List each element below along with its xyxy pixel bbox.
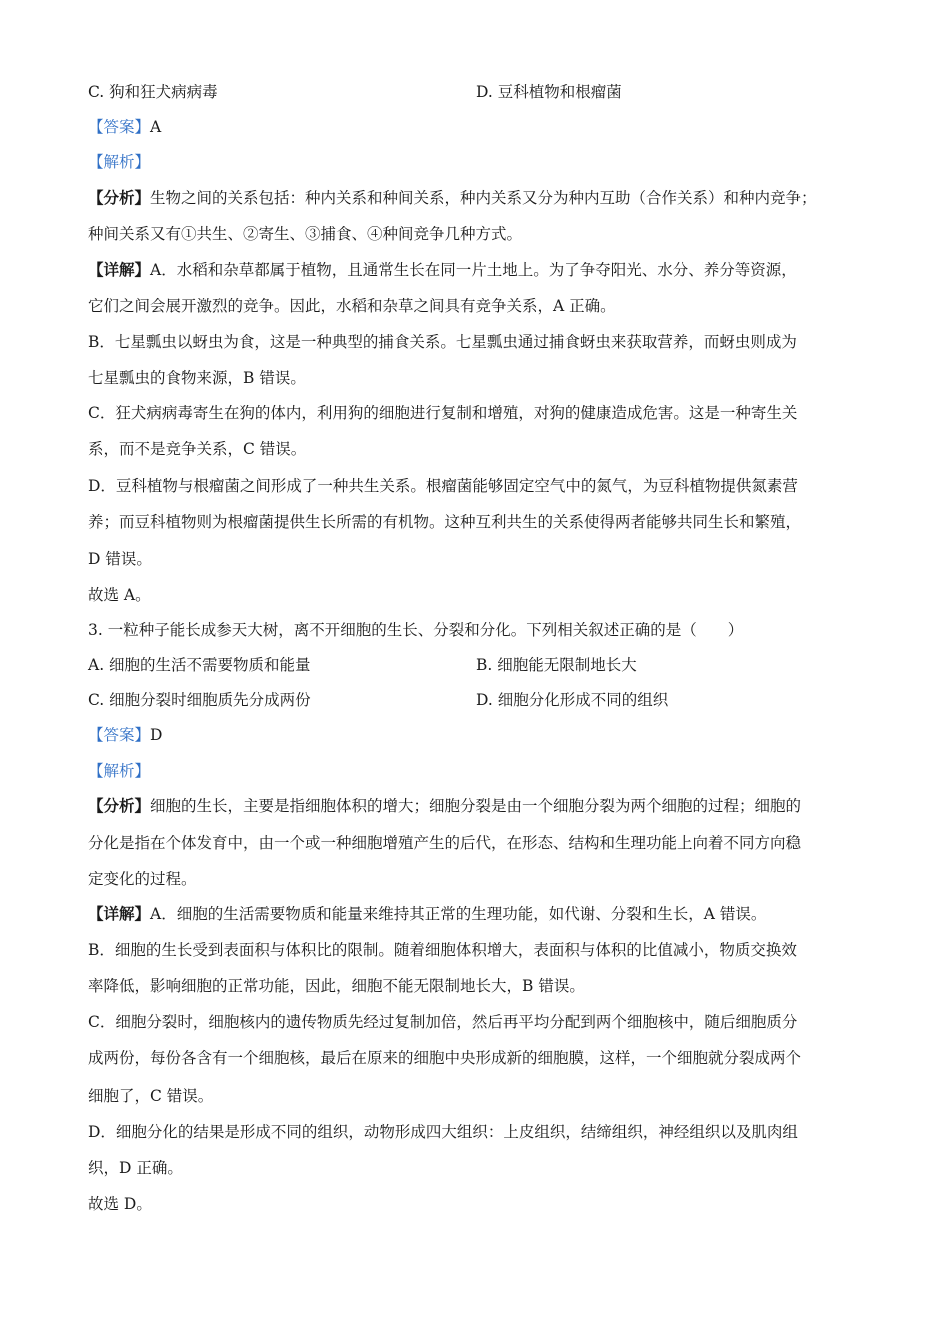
- q3-analysis-line-3: 定变化的过程。: [88, 870, 197, 888]
- q3-detail-text: A．细胞的生活需要物质和能量来维持其正常的生理功能，如代谢、分裂和生长，A 错误。: [150, 905, 767, 923]
- q2-analysis-line-1: [88, 188, 817, 208]
- q2-detail-line-5: C．狂犬病病毒寄生在狗的体内，利用狗的细胞进行复制和增殖，对狗的健康造成危害。这是一种寄生关: [88, 404, 798, 422]
- q3-detail-line-3: 率降低，影响细胞的正常功能，因此，细胞不能无限制地长大，B 错误。: [88, 977, 585, 995]
- answer-tag: 【答案】: [88, 118, 151, 136]
- q2-detail-line-1: [88, 260, 797, 280]
- q3-stem: 3. 一粒种子能长成参天大树，离不开细胞的生长、分裂和分化。下列相关叙述正确的是（ ）: [88, 621, 744, 639]
- answer-tag: 【答案】: [88, 726, 151, 744]
- detail-tag: 【详解】: [88, 260, 151, 279]
- q3-answer-value: D: [150, 726, 163, 744]
- q2-detail-line-8: 养；而豆科植物则为根瘤菌提供生长所需的有机物。这种互利共生的关系使得两者能够共同生长和繁殖，: [88, 513, 802, 531]
- q2-detail-line-3: B．七星瓢虫以蚜虫为食，这是一种典型的捕食关系。七星瓢虫通过捕食蚜虫来获取营养，而蚜虫则成为: [88, 333, 797, 351]
- q2-analysis-text: 生物之间的关系包括：种内关系和种间关系，种内关系又分为种内互助（合作关系）和种内竞争；: [150, 189, 817, 207]
- q3-detail-line-4: C．细胞分裂时，细胞核内的遗传物质先经过复制加倍，然后再平均分配到两个细胞核中，随后细胞质分: [88, 1013, 798, 1031]
- q2-detail-line-4: 七星瓢虫的食物来源，B 错误。: [88, 369, 306, 387]
- q3-analysis-line-2: 分化是指在个体发育中，由一个或一种细胞增殖产生的后代，在形态、结构和生理功能上向着不同方向稳: [88, 834, 802, 852]
- q2-analysis-line-2: 种间关系又有①共生、②寄生、③捕食、④种间竞争几种方式。: [88, 225, 523, 243]
- analysis-tag: 【分析】: [88, 188, 151, 207]
- detail-tag: 【详解】: [88, 904, 151, 923]
- q3-option-d: D. 细胞分化形成不同的组织: [476, 691, 669, 709]
- q3-detail-line-7: D．细胞分化的结果是形成不同的组织，动物形成四大组织：上皮组织，结缔组织，神经组织以及肌肉组: [88, 1123, 798, 1141]
- q2-answer-line: [88, 117, 161, 137]
- q2-detail-text: A．水稻和杂草都属于植物，且通常生长在同一片土地上。为了争夺阳光、水分、养分等资源，: [150, 261, 797, 279]
- q2-answer-value: A: [150, 118, 162, 136]
- q2-detail-line-6: 系，而不是竞争关系，C 错误。: [88, 440, 307, 458]
- q3-option-b: B. 细胞能无限制地长大: [476, 656, 637, 674]
- q3-conclusion: 故选 D。: [88, 1195, 152, 1213]
- q3-analysis-line-1: [88, 796, 801, 816]
- q2-option-c: C. 狗和狂犬病病毒: [88, 83, 218, 101]
- q2-explain-tag: 【解析】: [88, 153, 151, 171]
- q3-detail-line-1: [88, 904, 766, 924]
- q3-answer-line: [88, 725, 162, 745]
- q3-detail-line-8: 织，D 正确。: [88, 1159, 183, 1177]
- q3-option-c: C. 细胞分裂时细胞质先分成两份: [88, 691, 311, 709]
- q3-option-a: A. 细胞的生活不需要物质和能量: [88, 656, 311, 674]
- q3-detail-line-2: B．细胞的生长受到表面积与体积比的限制。随着细胞体积增大，表面积与体积的比值减小，物质交换效: [88, 941, 797, 959]
- q2-option-d: D. 豆科植物和根瘤菌: [476, 83, 622, 101]
- q2-detail-line-2: 它们之间会展开激烈的竞争。因此，水稻和杂草之间具有竞争关系，A 正确。: [88, 297, 616, 315]
- q3-analysis-text: 细胞的生长，主要是指细胞体积的增大；细胞分裂是由一个细胞分裂为两个细胞的过程；细胞的: [150, 797, 802, 815]
- q3-detail-line-5: 成两份，每份各含有一个细胞核，最后在原来的细胞中央形成新的细胞膜，这样，一个细胞就分裂成两个: [88, 1049, 802, 1067]
- q3-detail-line-6: 细胞了，C 错误。: [88, 1087, 214, 1105]
- q2-conclusion: 故选 A。: [88, 586, 151, 604]
- q3-explain-tag: 【解析】: [88, 762, 151, 780]
- q2-detail-line-7: D．豆科植物与根瘤菌之间形成了一种共生关系。根瘤菌能够固定空气中的氮气，为豆科植物提供氮素营: [88, 477, 798, 495]
- analysis-tag: 【分析】: [88, 796, 151, 815]
- q2-detail-line-9: D 错误。: [88, 550, 152, 568]
